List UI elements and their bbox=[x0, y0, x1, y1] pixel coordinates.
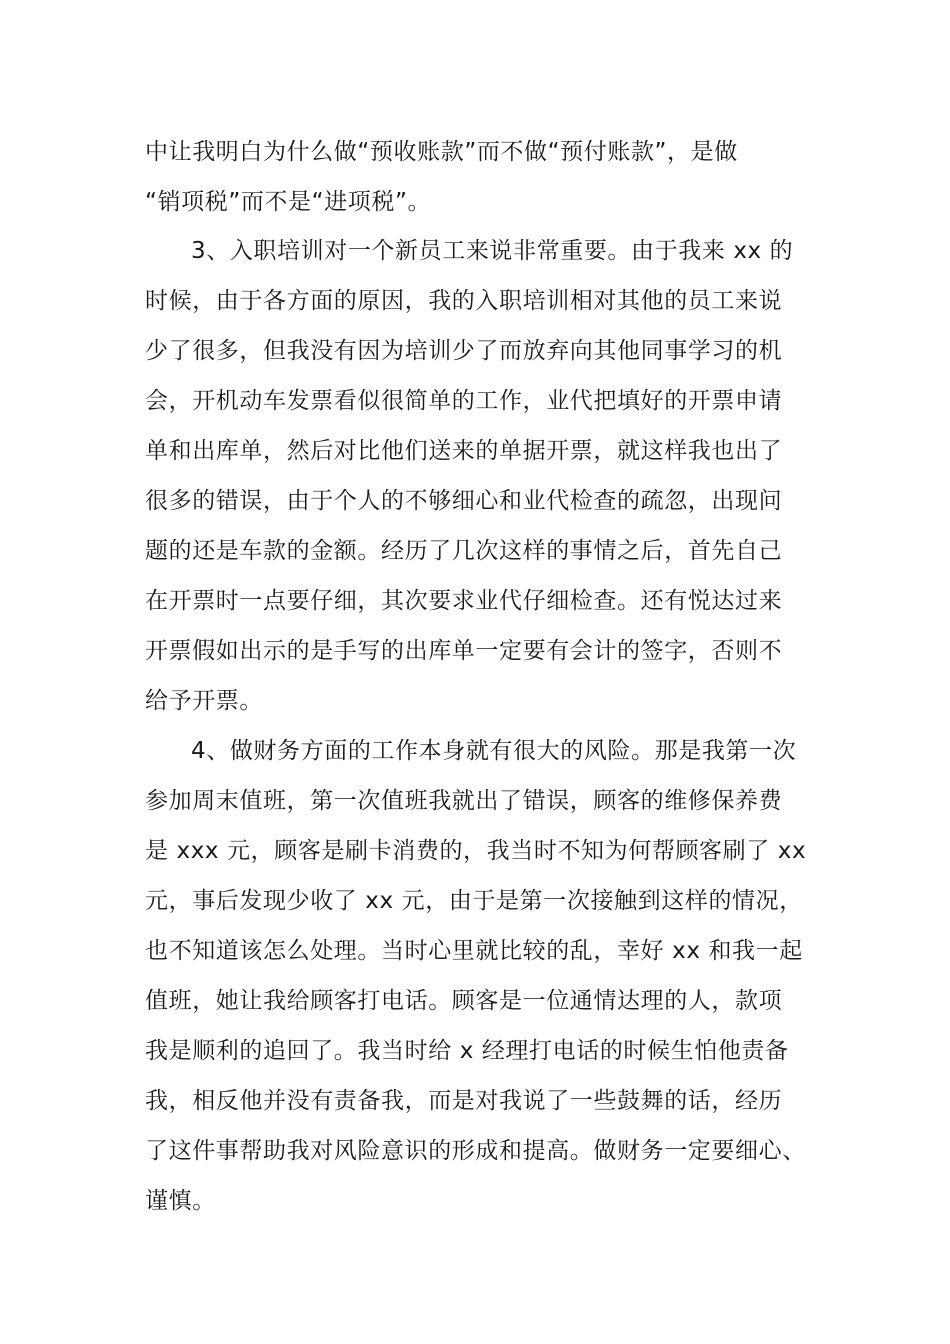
text-line: 会，开机动车发票看似很简单的工作，业代把填好的开票申请 bbox=[145, 388, 783, 414]
text-line: 给予开票。 bbox=[145, 688, 263, 714]
text-line: 我是顺利的追回了。我当时给 x 经理打电话的时候生怕他责备 bbox=[145, 1038, 789, 1064]
text-line: 时候，由于各方面的原因，我的入职培训相对其他的员工来说 bbox=[145, 288, 783, 314]
text-line: “销项税”而不是“进项税”。 bbox=[145, 189, 432, 215]
text-line: 也不知道该怎么处理。当时心里就比较的乱，幸好 xx 和我一起 bbox=[145, 938, 803, 964]
text-line: 很多的错误，由于个人的不够细心和业代检查的疏忽，出现问 bbox=[145, 488, 783, 514]
text-line: 参加周末值班，第一次值班我就出了错误，顾客的维修保养费 bbox=[145, 788, 783, 814]
text-line: 谨慎。 bbox=[145, 1188, 216, 1214]
text-line: 开票假如出示的是手写的出库单一定要有会计的签字，否则不 bbox=[145, 638, 783, 664]
text-line: 题的还是车款的金额。经历了几次这样的事情之后，首先自己 bbox=[145, 538, 783, 564]
text-line: 在开票时一点要仔细，其次要求业代仔细检查。还有悦达过来 bbox=[145, 588, 783, 614]
text-line: 单和出库单，然后对比他们送来的单据开票，就这样我也出了 bbox=[145, 438, 783, 464]
text-line: 我，相反他并没有责备我，而是对我说了一些鼓舞的话，经历 bbox=[145, 1088, 783, 1114]
text-line: 了这件事帮助我对风险意识的形成和提高。做财务一定要细心、 bbox=[145, 1138, 806, 1164]
text-line: 元，事后发现少收了 xx 元，由于是第一次接触到这样的情况， bbox=[145, 888, 803, 914]
paragraph-start-line: 4、做财务方面的工作本身就有很大的风险。那是我第一次 bbox=[191, 738, 797, 764]
text-line: 中让我明白为什么做“预收账款”而不做“预付账款”，是做 bbox=[145, 139, 738, 165]
paragraph-start-line: 3、入职培训对一个新员工来说非常重要。由于我来 xx 的 bbox=[191, 238, 794, 264]
text-line: 值班，她让我给顾客打电话。顾客是一位通情达理的人，款项 bbox=[145, 988, 783, 1014]
text-line: 少了很多，但我没有因为培训少了而放弃向其他同事学习的机 bbox=[145, 338, 783, 364]
text-line: 是 xxx 元，顾客是刷卡消费的，我当时不知为何帮顾客刷了 xx bbox=[145, 838, 807, 864]
